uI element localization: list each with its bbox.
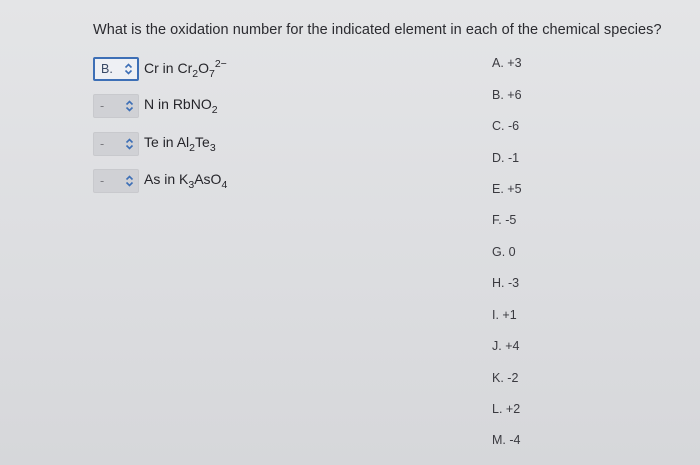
element: Te bbox=[144, 134, 159, 150]
answer-select-cr[interactable] bbox=[93, 57, 139, 81]
answer-select-n[interactable] bbox=[93, 94, 139, 118]
option-b: B. +6 bbox=[492, 88, 522, 102]
updown-chevron-icon bbox=[125, 99, 134, 113]
option-i: I. +1 bbox=[492, 308, 517, 322]
selected-value: B. bbox=[101, 62, 113, 76]
updown-chevron-icon bbox=[124, 62, 133, 76]
matching-row-te bbox=[93, 132, 216, 156]
in-word: in bbox=[162, 60, 174, 76]
answer-select-te[interactable] bbox=[93, 132, 139, 156]
matching-row-cr bbox=[93, 57, 227, 81]
species-label bbox=[144, 171, 227, 191]
option-l: L. +2 bbox=[492, 402, 521, 416]
option-k: K. -2 bbox=[492, 371, 519, 385]
species-label bbox=[144, 96, 218, 116]
option-c: C. -6 bbox=[492, 119, 520, 133]
matching-row-n bbox=[93, 94, 218, 118]
in-word: in bbox=[158, 96, 169, 112]
selected-value: - bbox=[100, 174, 105, 188]
selected-value: - bbox=[100, 137, 105, 151]
element: As bbox=[144, 171, 161, 187]
updown-chevron-icon bbox=[125, 174, 134, 188]
species-label bbox=[144, 58, 227, 80]
option-j: J. +4 bbox=[492, 339, 520, 353]
in-word: in bbox=[164, 171, 176, 187]
option-e: E. +5 bbox=[492, 182, 522, 196]
option-f: F. -5 bbox=[492, 213, 517, 227]
species-label bbox=[144, 134, 216, 154]
formula: $Al_2Te_3$ bbox=[176, 134, 216, 154]
option-g: G. 0 bbox=[492, 245, 516, 259]
in-word: in bbox=[162, 134, 174, 150]
formula: $Cr_2O_7^{2-}$ bbox=[177, 58, 227, 80]
option-a: A. +3 bbox=[492, 56, 522, 70]
formula: $K_3AsO_4$ bbox=[179, 171, 228, 191]
element: N bbox=[144, 96, 155, 112]
question-text: What is the oxidation number for the indicated element in each of the chemical species? bbox=[93, 22, 662, 38]
element: Cr bbox=[144, 60, 159, 76]
matching-row-as bbox=[93, 169, 227, 193]
option-h: H. -3 bbox=[492, 276, 520, 290]
option-m: M. -4 bbox=[492, 433, 521, 447]
option-d: D. -1 bbox=[492, 151, 520, 165]
formula: RbNO$_2$ bbox=[172, 96, 218, 116]
updown-chevron-icon bbox=[125, 137, 134, 151]
answer-select-as[interactable] bbox=[93, 169, 139, 193]
selected-value: - bbox=[100, 99, 105, 113]
